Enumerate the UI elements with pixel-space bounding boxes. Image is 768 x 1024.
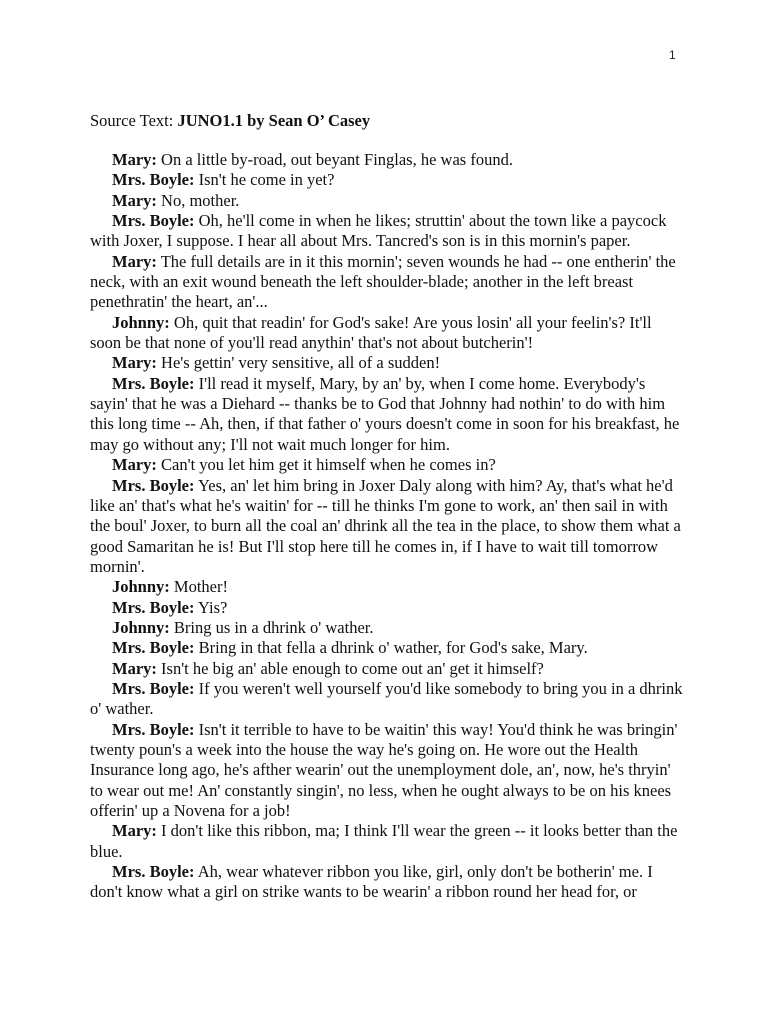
dialogue-text: Can't you let him get it himself when he comes in? [156,455,496,475]
dialogue-line [90,598,686,618]
script-text [90,150,686,903]
dialogue-text: Yis? [194,597,228,617]
dialogue-line [90,638,686,658]
dialogue-text: Yes, an' let him bring in Joxer Daly along with him? Ay, that's what he'd like an' that's what he's waitin' for -- till he thinks I'm gone to work, an' then sail in with the boul' Joxer, to burn all the coal an' dhrink all the tea in the place, to show them what a good Samaritan he is! But I'll stop here till he comes in, if I have to wait till tomorrow mornin'. [90,475,681,576]
page-number: 1 [669,48,676,62]
source-title: JUNO1.1 by Sean O’ Casey [177,111,371,130]
speaker-name: Mrs. Boyle: [112,211,195,231]
dialogue-text: I don't like this ribbon, ma; I think I'll wear the green -- it looks better than the blue. [90,821,678,861]
speaker-name: Mary: [112,353,157,373]
speaker-name: Mary: [112,455,157,475]
source-label: Source Text: [90,111,178,130]
dialogue-text: I'll read it myself, Mary, by an' by, when I come home. Everybody's sayin' that he was a Diehard -- thanks be to God that Johnny had nothin' to do with him this long time -- Ah, then, if that father o' yours doesn't come in soon for his breakfast, he may go without any; I'll not wait much longer for him. [90,373,680,454]
dialogue-line [90,821,686,862]
dialogue-text: Isn't he big an' able enough to come out an' get it himself? [156,658,544,678]
speaker-name: Johnny: [112,312,170,332]
speaker-name: Mrs. Boyle: [112,862,195,882]
speaker-name: Johnny: [112,617,170,637]
speaker-name: Mrs. Boyle: [112,638,195,658]
speaker-name: Johnny: [112,577,170,597]
dialogue-line [90,679,686,720]
dialogue-text: He's gettin' very sensitive, all of a sudden! [156,353,441,373]
dialogue-text: Oh, quit that readin' for God's sake! Are yous losin' all your feelin's? It'll soon be that none of you'll read anythin' that's not about butcherin'! [90,312,652,353]
dialogue-text: Bring us in a dhrink o' wather. [169,617,374,637]
speaker-name: Mary: [112,821,157,841]
dialogue-line [90,191,686,211]
dialogue-line [90,618,686,638]
dialogue-line [90,353,686,373]
dialogue-line [90,150,686,170]
dialogue-text: If you weren't well yourself you'd like somebody to bring you in a dhrink o' wather. [90,678,683,719]
dialogue-line [90,211,686,252]
speaker-name: Mrs. Boyle: [112,597,195,617]
dialogue-text: Mother! [169,577,228,597]
dialogue-line [90,313,686,354]
dialogue-line [90,659,686,679]
dialogue-line [90,170,686,190]
speaker-name: Mrs. Boyle: [112,678,195,698]
dialogue-text: No, mother. [156,190,240,210]
dialogue-line [90,862,686,903]
dialogue-line [90,374,686,455]
dialogue-text: On a little by-road, out beyant Finglas, he was found. [156,150,513,169]
speaker-name: Mrs. Boyle: [112,170,195,190]
speaker-name: Mary: [112,658,157,678]
speaker-name: Mrs. Boyle: [112,373,195,393]
speaker-name: Mary: [112,190,157,210]
dialogue-line [90,476,686,578]
dialogue-text: Ah, wear whatever ribbon you like, girl, only don't be botherin' me. I don't know what a girl on strike wants to be wearin' a ribbon round her head for, or [90,862,653,902]
dialogue-text: Isn't he come in yet? [194,170,335,190]
speaker-name: Mrs. Boyle: [112,719,195,739]
dialogue-text: Bring in that fella a dhrink o' wather, for God's sake, Mary. [194,638,588,658]
source-line [90,111,370,131]
dialogue-line [90,577,686,597]
dialogue-line [90,720,686,822]
dialogue-text: Isn't it terrible to have to be waitin' this way! You'd think he was bringin' twenty poun's a week into the house the way he's going on. He wore out the Health Insurance long ago, he's afther wearin' out the unemployment dole, an', now, he's thryin' to wear out me! An' constantly singin', no less, when he ought always to be on his knees offerin' up a Novena for a job! [90,719,678,820]
dialogue-line [90,455,686,475]
dialogue-line [90,252,686,313]
dialogue-text: The full details are in it this mornin'; seven wounds he had -- one entherin' the neck, with an exit wound beneath the left shoulder-blade; another in the left breast penethratin' the heart, an'... [90,251,676,312]
speaker-name: Mrs. Boyle: [112,475,195,495]
speaker-name: Mary: [112,251,157,271]
dialogue-text: Oh, he'll come in when he likes; struttin' about the town like a paycock with Joxer, I suppose. I hear all about Mrs. Tancred's son is in this mornin's paper. [90,211,667,251]
speaker-name: Mary: [112,150,157,169]
